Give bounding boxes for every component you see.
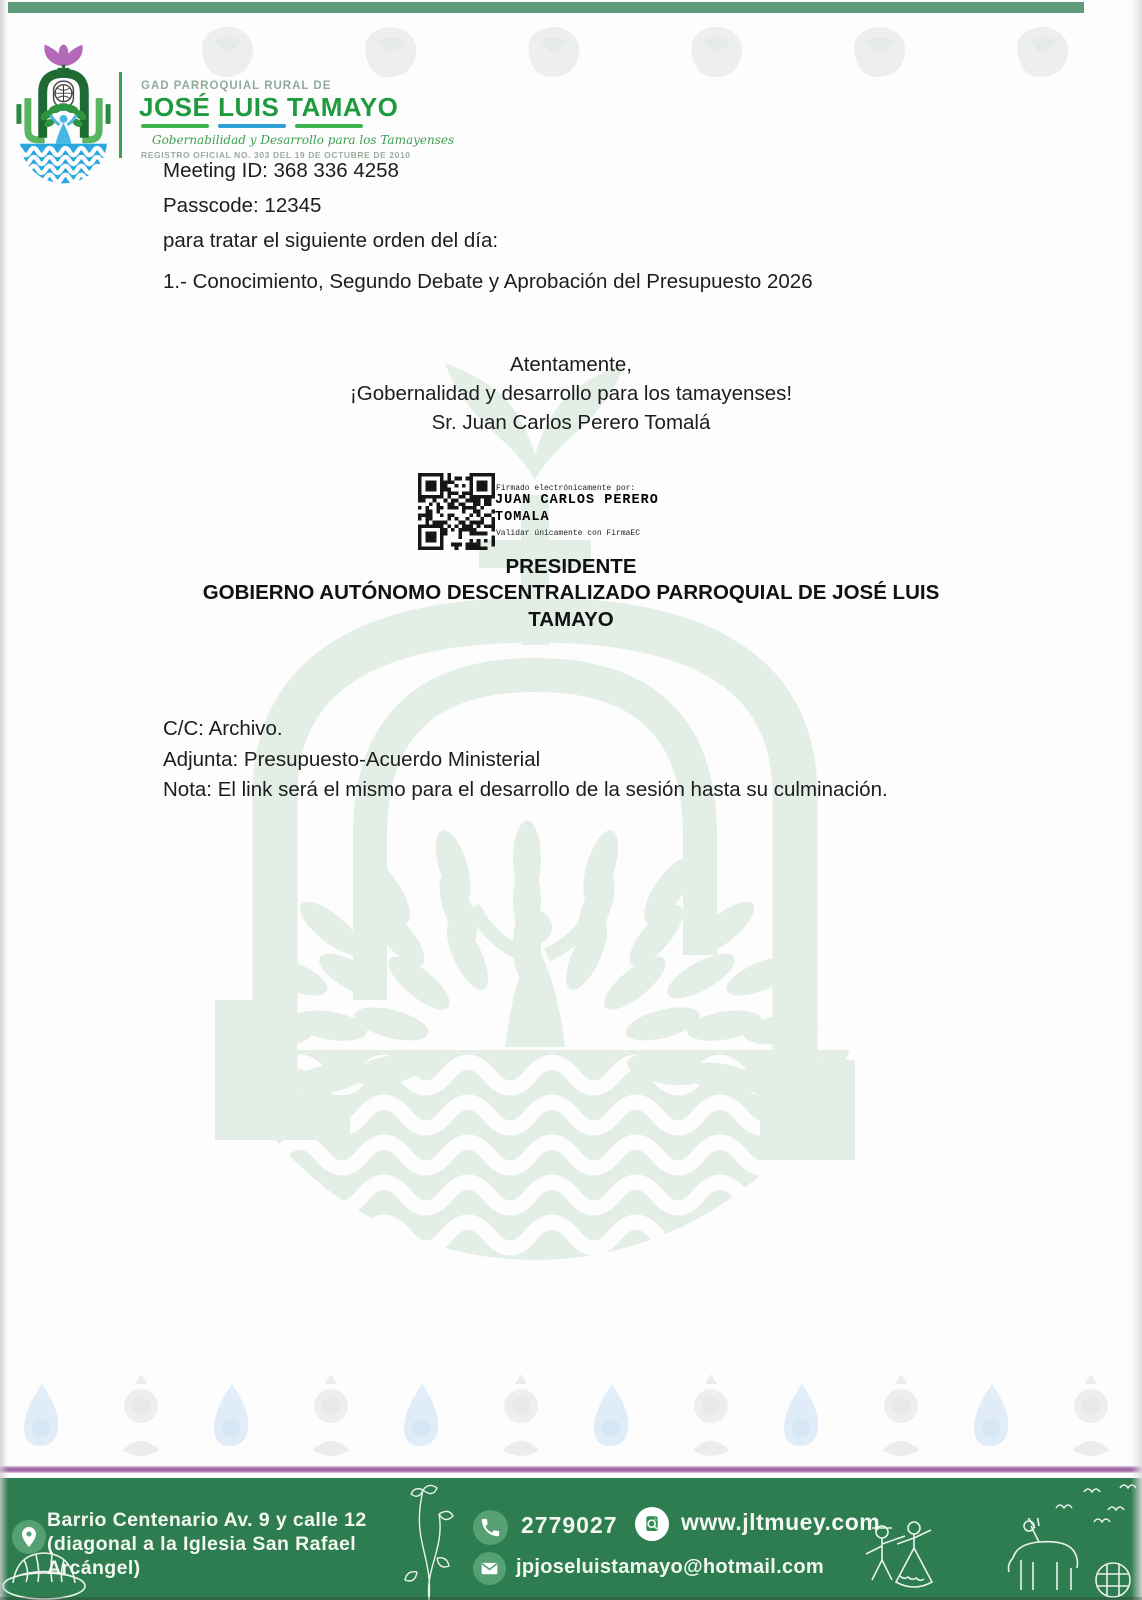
qr-code <box>418 473 495 550</box>
dancers-line-art <box>852 1516 1002 1600</box>
passcode: Passcode: 12345 <box>163 194 322 217</box>
cc-line: C/C: Archivo. <box>163 717 283 740</box>
org-full-line2: TAMAYO <box>528 607 614 631</box>
closing-block <box>7 351 1135 437</box>
footer-phone: 2779027 <box>521 1512 618 1538</box>
envelope-icon <box>473 1552 506 1585</box>
org-full-line1: GOBIERNO AUTÓNOMO DESCENTRALIZADO PARROQUIAL DE JOSÉ LUIS <box>202 581 940 605</box>
footer-bar <box>0 1478 1142 1600</box>
hat-line-art <box>0 1548 96 1600</box>
bottom-watermark-band <box>0 1368 1142 1464</box>
donkey-line-art <box>995 1518 1142 1600</box>
org-name: JOSÉ LUIS TAMAYO <box>139 92 399 122</box>
website-icon <box>635 1507 669 1541</box>
meeting-info <box>163 153 498 258</box>
top-bar <box>8 2 1084 13</box>
org-tagline: Gobernabilidad y Desarrollo para los Tamayenses <box>152 133 455 147</box>
note-line: Nota: El link será el mismo para el desarrollo de la sesión hasta su culminación. <box>163 778 888 802</box>
attachment-line: Adjunta: Presupuesto-Acuerdo Ministerial <box>163 747 541 771</box>
birds-line-art <box>1050 1480 1140 1530</box>
address-line-3: Arcángel) <box>47 1557 141 1579</box>
footer-accent-line <box>0 1466 1142 1473</box>
footer-email: jpjoseluistamayo@hotmail.com <box>516 1556 824 1578</box>
org-type-label: GAD PARROQUIAL RURAL DE <box>141 80 332 92</box>
closing: Atentamente, <box>510 353 632 376</box>
org-logo <box>12 40 116 185</box>
registro-oficial: REGISTRO OFICIAL NO. 303 DEL 19 DE OCTUBRE DE 2010 <box>141 150 411 160</box>
footer-website: www.jltmuey.com <box>681 1509 881 1535</box>
address-line-1: Barrio Centenario Av. 9 y calle 12 <box>47 1509 367 1531</box>
signer-title: PRESIDENTE <box>505 555 637 578</box>
meeting-id: Meeting ID: 368 336 4258 <box>163 159 399 182</box>
agenda-item: 1.- Conocimiento, Segundo Debate y Aprobación del Presupuesto 2026 <box>163 270 813 293</box>
page-edge-left <box>0 0 8 1600</box>
brand-underline <box>141 124 381 128</box>
cc-block <box>163 714 888 806</box>
slogan: ¡Gobernalidad y desarrollo para los tamayenses! <box>349 381 793 405</box>
signature-name-line2: TOMALA <box>495 510 550 525</box>
phone-icon <box>473 1510 508 1545</box>
page-edge-right <box>1131 0 1142 1600</box>
intro-line: para tratar el siguiente orden del día: <box>163 229 499 252</box>
address-line-2: (diagonal a la Iglesia San Rafael <box>47 1533 357 1555</box>
header-divider <box>119 72 122 158</box>
signature-validate: Validar únicamente con FirmaEC <box>496 529 641 538</box>
signature-name-line1: JUAN CARLOS PERERO <box>495 493 659 508</box>
signature-caption: Firmado electrónicamente por: <box>496 484 636 493</box>
flower-line-art <box>393 1484 465 1600</box>
signer-title-block <box>11 554 1131 633</box>
signer-name: Sr. Juan Carlos Perero Tomalá <box>431 410 711 434</box>
